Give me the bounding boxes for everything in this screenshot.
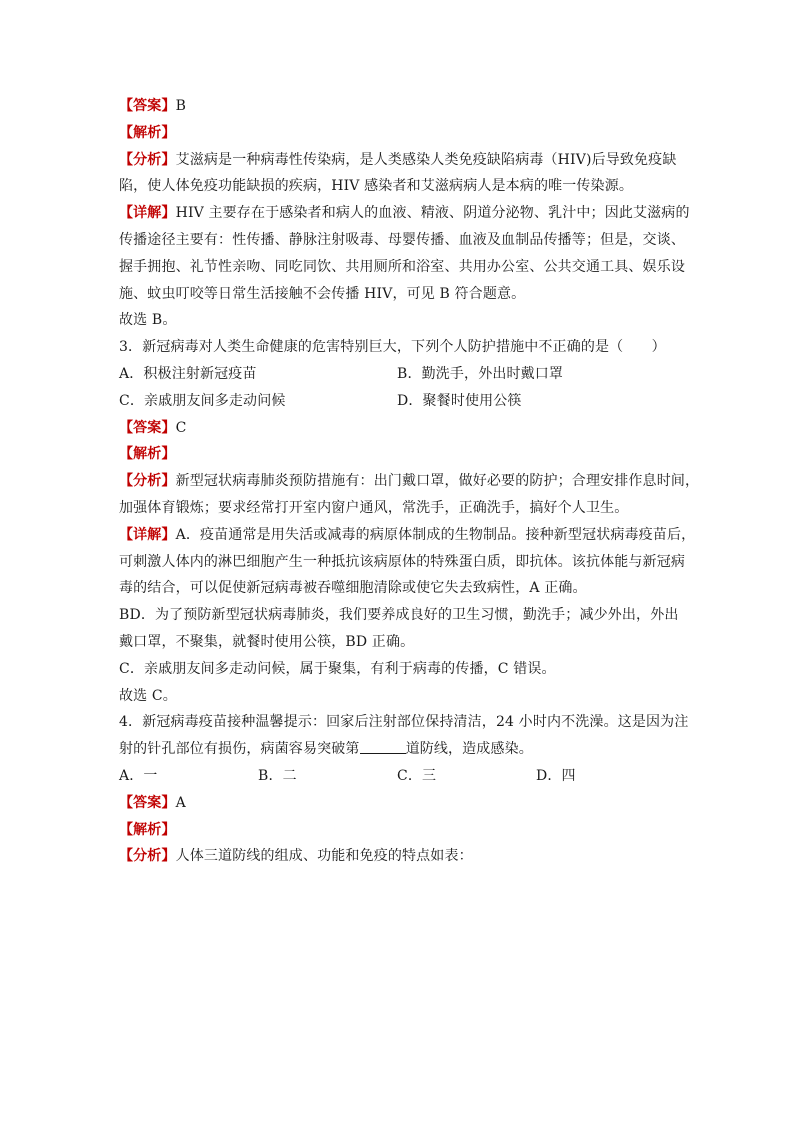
q2-conclusion: 故选 B。	[119, 312, 177, 329]
q4-stem-line-1: 4．新冠病毒疫苗接种温馨提示：回家后注射部位保持清洁，24 小时内不洗澡。这是因为注	[119, 714, 689, 731]
q3-option-b: B．勤洗手，外出时戴口罩	[397, 365, 564, 382]
q3-answer-value: C	[175, 419, 187, 436]
q2-fenxi-line-2: 陷，使人体免疫功能缺损的疾病，HIV 感染者和艾滋病病人是本病的唯一传染源。	[119, 178, 633, 195]
q4-options-row	[119, 763, 679, 790]
analysis-tag: 【解析】	[119, 124, 176, 141]
q4-answer-line	[119, 790, 679, 817]
analysis-tag: 【解析】	[119, 446, 176, 463]
q3-detail-line-3: 毒的结合，可以促使新冠病毒被吞噬细胞清除或使它失去致病性，A 正确。	[119, 580, 587, 597]
q2-answer-line	[119, 93, 679, 120]
detail-tag: 【详解】	[119, 205, 176, 222]
q3-fenxi-line-1	[119, 468, 700, 495]
q3-detail-line-4: BD．为了预防新型冠状病毒肺炎，我们要养成良好的卫生习惯，勤洗手；减少外出，外出	[119, 607, 679, 624]
q2-detail-line-2: 传播途径主要有：性传播、静脉注射吸毒、母婴传播、血液及血制品传播等；但是，交谈、	[119, 231, 685, 248]
q3-options-row-1	[119, 361, 679, 388]
q3-answer-line	[119, 415, 679, 442]
answer-tag: 【答案】	[119, 794, 176, 811]
detail-tag: 【详解】	[119, 526, 176, 543]
q4-stem-after-blank: 道防线，造成感染。	[405, 741, 533, 758]
q4-answer-value: A	[175, 794, 186, 811]
q3-option-c: C．亲戚朋友间多走动问候	[119, 392, 286, 409]
q4-option-d: D．四	[536, 767, 576, 784]
fenxi-tag: 【分析】	[119, 473, 176, 490]
q2-answer-value: B	[175, 98, 187, 114]
q3-option-d: D．聚餐时使用公筷	[397, 392, 522, 409]
q4-option-c: C．三	[397, 767, 437, 784]
q2-detail-line-3: 握手拥抱、礼节性亲吻、同吃同饮、共用厕所和浴室、共用办公室、公共交通工具、娱乐设	[119, 258, 685, 275]
document-page	[119, 93, 700, 870]
q3-detail-line-1	[119, 522, 696, 549]
analysis-tag: 【解析】	[119, 821, 176, 838]
answer-tag: 【答案】	[119, 419, 176, 436]
q2-detail-line-1	[119, 200, 690, 227]
q3-detail-line-6: C．亲戚朋友间多走动问候，属于聚集，有利于病毒的传播，C 错误。	[119, 660, 556, 677]
q2-fenxi-line-1	[119, 147, 679, 174]
q3-detail-line-5: 戴口罩，不聚集，就餐时使用公筷，BD 正确。	[119, 633, 415, 650]
q3-fenxi-line-2: 加强体育锻炼；要求经常打开室内窗户通风，常洗手，正确洗手，搞好个人卫生。	[119, 499, 629, 516]
q3-fenxi-text-1: 新型冠状病毒肺炎预防措施有：出门戴口罩，做好必要的防护；合理安排作息时间，	[175, 473, 700, 490]
q2-fenxi-text-1: 艾滋病是一种病毒性传染病，是人类感染人类免疫缺陷病毒（HIV)后导致免疫缺	[175, 151, 677, 168]
fenxi-tag: 【分析】	[119, 151, 176, 168]
q3-conclusion: 故选 C。	[119, 687, 177, 704]
q3-option-a: A．积极注射新冠疫苗	[119, 365, 257, 382]
fill-in-blank	[360, 738, 406, 754]
q3-detail-text-1: A．疫苗通常是用失活或减毒的病原体制成的生物制品。接种新型冠状病毒疫苗后，	[175, 526, 696, 543]
q2-analysis-line	[119, 120, 679, 147]
fenxi-tag: 【分析】	[119, 848, 176, 865]
q4-analysis-line	[119, 817, 679, 844]
q4-option-a: A．一	[119, 767, 158, 784]
answer-tag: 【答案】	[119, 98, 176, 114]
q4-option-b: B．二	[258, 767, 297, 784]
q4-fenxi-text: 人体三道防线的组成、功能和免疫的特点如表：	[175, 848, 473, 865]
q4-stem-line-2	[119, 736, 679, 763]
q2-detail-line-4: 施、蚊虫叮咬等日常生活接触不会传播 HIV，可见 B 符合题意。	[119, 285, 526, 302]
q4-fenxi-line	[119, 843, 679, 870]
q2-detail-text-1: HIV 主要存在于感染者和病人的血液、精液、阴道分泌物、乳汁中；因此艾滋病的	[175, 205, 690, 222]
q3-analysis-line	[119, 441, 679, 468]
q3-stem: 3．新冠病毒对人类生命健康的危害特别巨大，下列个人防护措施中不正确的是（ ）	[119, 339, 666, 356]
q3-options-row-2	[119, 388, 679, 415]
q4-stem-before-blank: 射的针孔部位有损伤，病菌容易突破第	[119, 741, 360, 758]
q3-detail-line-2: 可刺激人体内的淋巴细胞产生一种抵抗该病原体的特殊蛋白质，即抗体。该抗体能与新冠病	[119, 553, 685, 570]
